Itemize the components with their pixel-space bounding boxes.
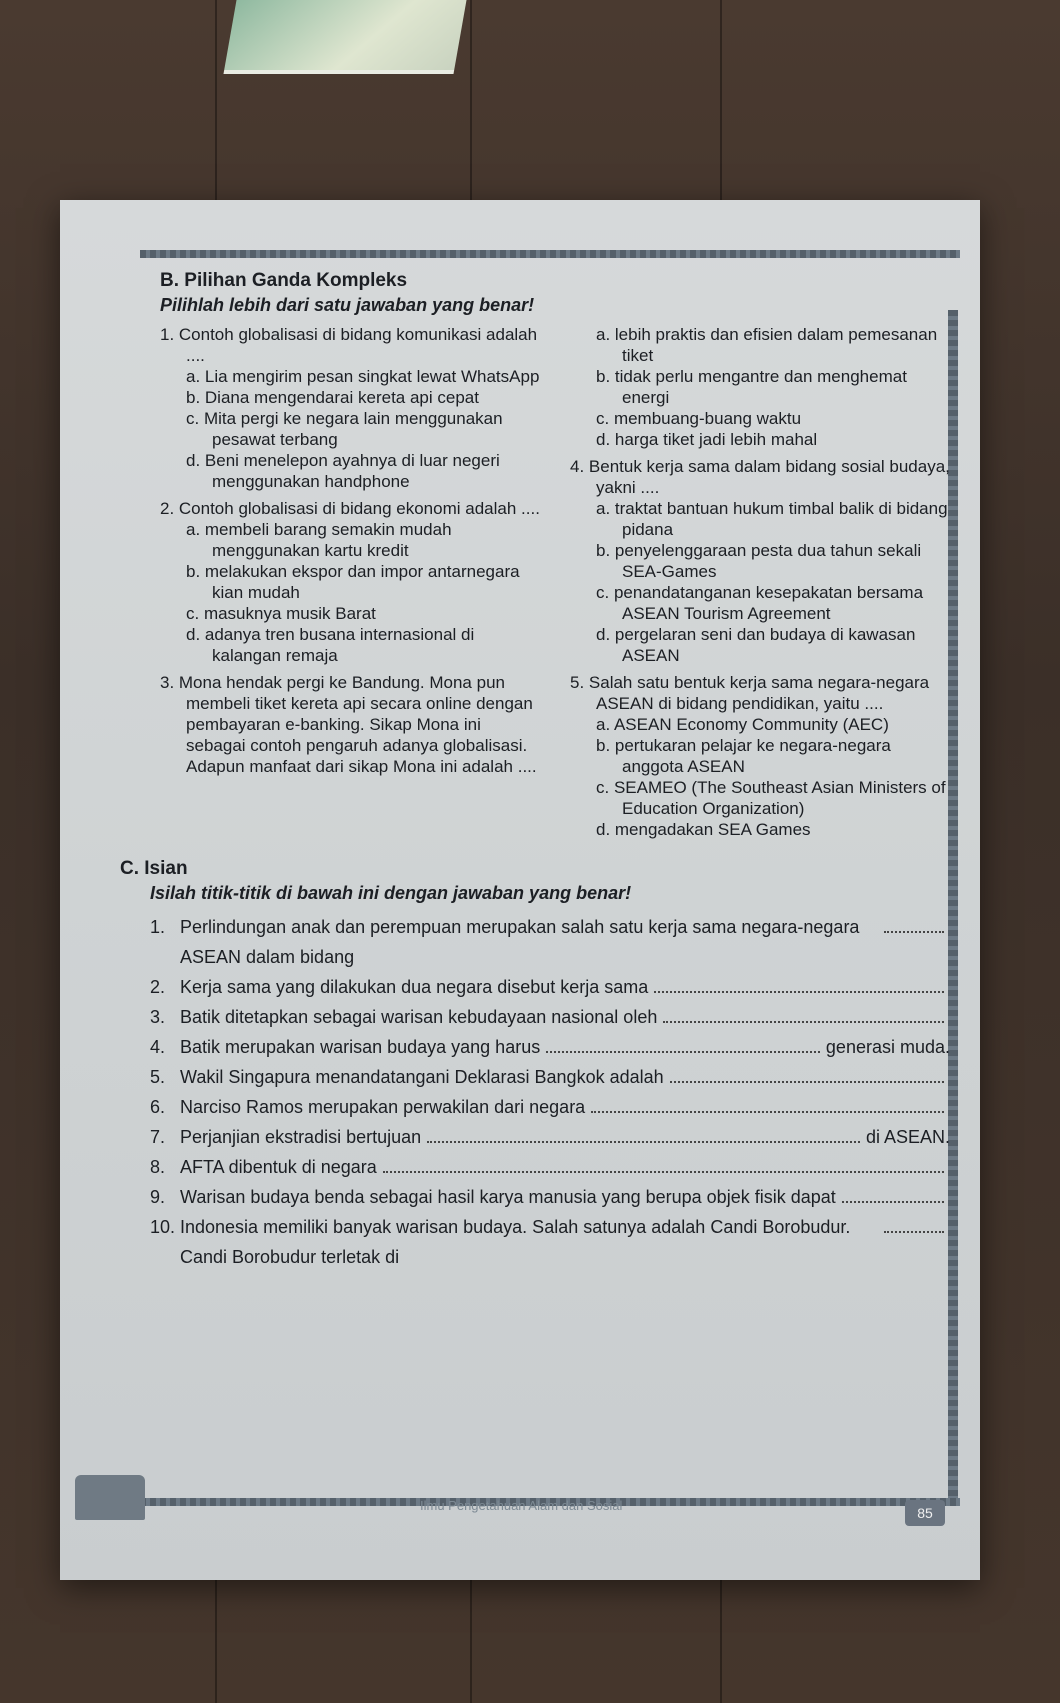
item-number: 10. — [150, 1217, 176, 1237]
answer-option: c. penandatanganan kesepakatan bersama ASEAN Tourism Agreement — [596, 583, 924, 623]
fill-in-item — [150, 912, 950, 972]
fill-in-item — [150, 1032, 950, 1062]
question-stem: 4. Bentuk kerja sama dalam bidang sosial budaya, yakni .... — [570, 457, 950, 497]
item-text-after: generasi muda. — [825, 1037, 950, 1057]
fill-in-list — [150, 912, 950, 1272]
question-stem: 2. Contoh globalisasi di bidang ekonomi adalah .... — [160, 499, 540, 518]
question-stem: 1. Contoh globalisasi di bidang komunikasi adalah .... — [160, 325, 538, 365]
answer-option: a. traktat bantuan hukum timbal balik di bidang pidana — [596, 499, 948, 539]
answer-blank[interactable] — [427, 1123, 860, 1143]
answer-blank[interactable] — [670, 1063, 944, 1083]
right-column — [570, 324, 950, 846]
item-text: Narciso Ramos merupakan perwakilan dari negara — [180, 1097, 586, 1117]
fill-in-item — [150, 1002, 950, 1032]
answer-option: a. lebih praktis dan efisien dalam pemesanan tiket — [596, 325, 938, 365]
item-number: 5. — [150, 1067, 166, 1087]
answer-blank[interactable] — [546, 1033, 820, 1053]
fill-in-item — [150, 1182, 950, 1212]
question-item — [160, 498, 540, 666]
answer-option: d. adanya tren busana internasional di kalangan remaja — [186, 625, 475, 665]
answer-option: b. melakukan ekspor dan impor antarnegara kian mudah — [186, 562, 520, 602]
question-item — [570, 324, 950, 450]
question-item — [570, 672, 950, 840]
answer-option: b. pertukaran pelajar ke negara-negara anggota ASEAN — [596, 736, 891, 776]
item-number: 9. — [150, 1187, 166, 1207]
item-text: Batik ditetapkan sebagai warisan kebudayaan nasional oleh — [180, 1007, 658, 1027]
answer-option: c. SEAMEO (The Southeast Asian Ministers of Education Organization) — [596, 778, 946, 818]
item-number: 3. — [150, 1007, 166, 1027]
item-text: Perlindungan anak dan perempuan merupakan salah satu kerja sama negara-negara ASEAN dalam bidang — [180, 917, 860, 967]
item-text: Indonesia memiliki banyak warisan budaya. Salah satunya adalah Candi Borobudur. Candi Borobudur terletak di — [180, 1217, 851, 1267]
item-text: Wakil Singapura menandatangani Deklarasi Bangkok adalah — [180, 1067, 664, 1087]
item-text: Kerja sama yang dilakukan dua negara disebut kerja sama — [180, 977, 649, 997]
fill-in-item — [150, 1152, 950, 1182]
worksheet-content — [120, 270, 950, 1272]
fill-in-item — [150, 1122, 950, 1152]
item-number: 2. — [150, 977, 166, 997]
answer-option: a. Lia mengirim pesan singkat lewat WhatsApp — [186, 367, 540, 386]
question-stem: 3. Mona hendak pergi ke Bandung. Mona pun membeli tiket kereta api secara online dengan pembayaran e-banking. Sikap Mona ini sebagai contoh pengaruh adanya globalisasi. Adapun manfaat dari sikap Mona ini adalah .... — [160, 673, 537, 776]
question-stem: 5. Salah satu bentuk kerja sama negara-negara ASEAN di bidang pendidikan, yaitu .... — [570, 673, 930, 713]
item-text-after: di ASEAN. — [865, 1127, 950, 1147]
item-number: 6. — [150, 1097, 166, 1117]
page-footer — [120, 1490, 950, 1530]
answer-blank[interactable] — [663, 1003, 944, 1023]
item-text: Batik merupakan warisan budaya yang harus — [180, 1037, 541, 1057]
answer-option: c. membuang-buang waktu — [596, 409, 802, 428]
answer-option: d. pergelaran seni dan budaya di kawasan ASEAN — [596, 625, 916, 665]
page-border-top — [140, 250, 960, 258]
section-c-heading: C. Isian — [120, 858, 188, 879]
item-number: 8. — [150, 1157, 166, 1177]
answer-blank[interactable] — [383, 1153, 944, 1173]
answer-option: d. mengadakan SEA Games — [596, 820, 811, 839]
answer-option: b. tidak perlu mengantre dan menghemat energi — [596, 367, 907, 407]
question-item — [160, 324, 540, 492]
section-b-heading: B. Pilihan Ganda Kompleks — [160, 270, 408, 291]
section-c-instruction: Isilah titik-titik di bawah ini dengan jawaban yang benar! — [150, 883, 632, 903]
item-number: 4. — [150, 1037, 166, 1057]
answer-option: c. Mita pergi ke negara lain menggunakan pesawat terbang — [186, 409, 503, 449]
item-text: AFTA dibentuk di negara — [180, 1157, 377, 1177]
answer-option: b. Diana mengendarai kereta api cepat — [186, 388, 479, 407]
answer-option: c. masuknya musik Barat — [186, 604, 376, 623]
fill-in-item — [150, 1092, 950, 1122]
question-item — [570, 456, 950, 666]
answer-option: b. penyelenggaraan pesta dua tahun sekali SEA-Games — [596, 541, 922, 581]
section-b-instruction: Pilihlah lebih dari satu jawaban yang benar! — [160, 295, 535, 315]
fill-in-item — [150, 1062, 950, 1092]
answer-blank[interactable] — [884, 1213, 944, 1233]
answer-option: d. Beni menelepon ayahnya di luar negeri menggunakan handphone — [186, 451, 500, 491]
answer-option: a. membeli barang semakin mudah menggunakan kartu kredit — [186, 520, 452, 560]
footer-book-title: Ilmu Pengetahuan Alam dan Sosial — [420, 1498, 623, 1513]
item-number: 7. — [150, 1127, 166, 1147]
question-item — [160, 672, 540, 777]
item-text: Perjanjian ekstradisi bertujuan — [180, 1127, 422, 1147]
answer-blank[interactable] — [591, 1093, 944, 1113]
answer-blank[interactable] — [842, 1183, 944, 1203]
answer-blank[interactable] — [884, 913, 944, 933]
book-corner — [223, 0, 466, 74]
left-column — [160, 324, 540, 846]
page-number: 85 — [905, 1500, 945, 1526]
answer-blank[interactable] — [654, 973, 944, 993]
fill-in-item — [150, 972, 950, 1002]
fill-in-item — [150, 1212, 950, 1272]
answer-option: d. harga tiket jadi lebih mahal — [596, 430, 818, 449]
answer-option: a. ASEAN Economy Community (AEC) — [596, 715, 889, 734]
item-text: Warisan budaya benda sebagai hasil karya manusia yang berupa objek fisik dapat — [180, 1187, 836, 1207]
multiple-choice-columns — [160, 324, 950, 846]
item-number: 1. — [150, 917, 166, 937]
